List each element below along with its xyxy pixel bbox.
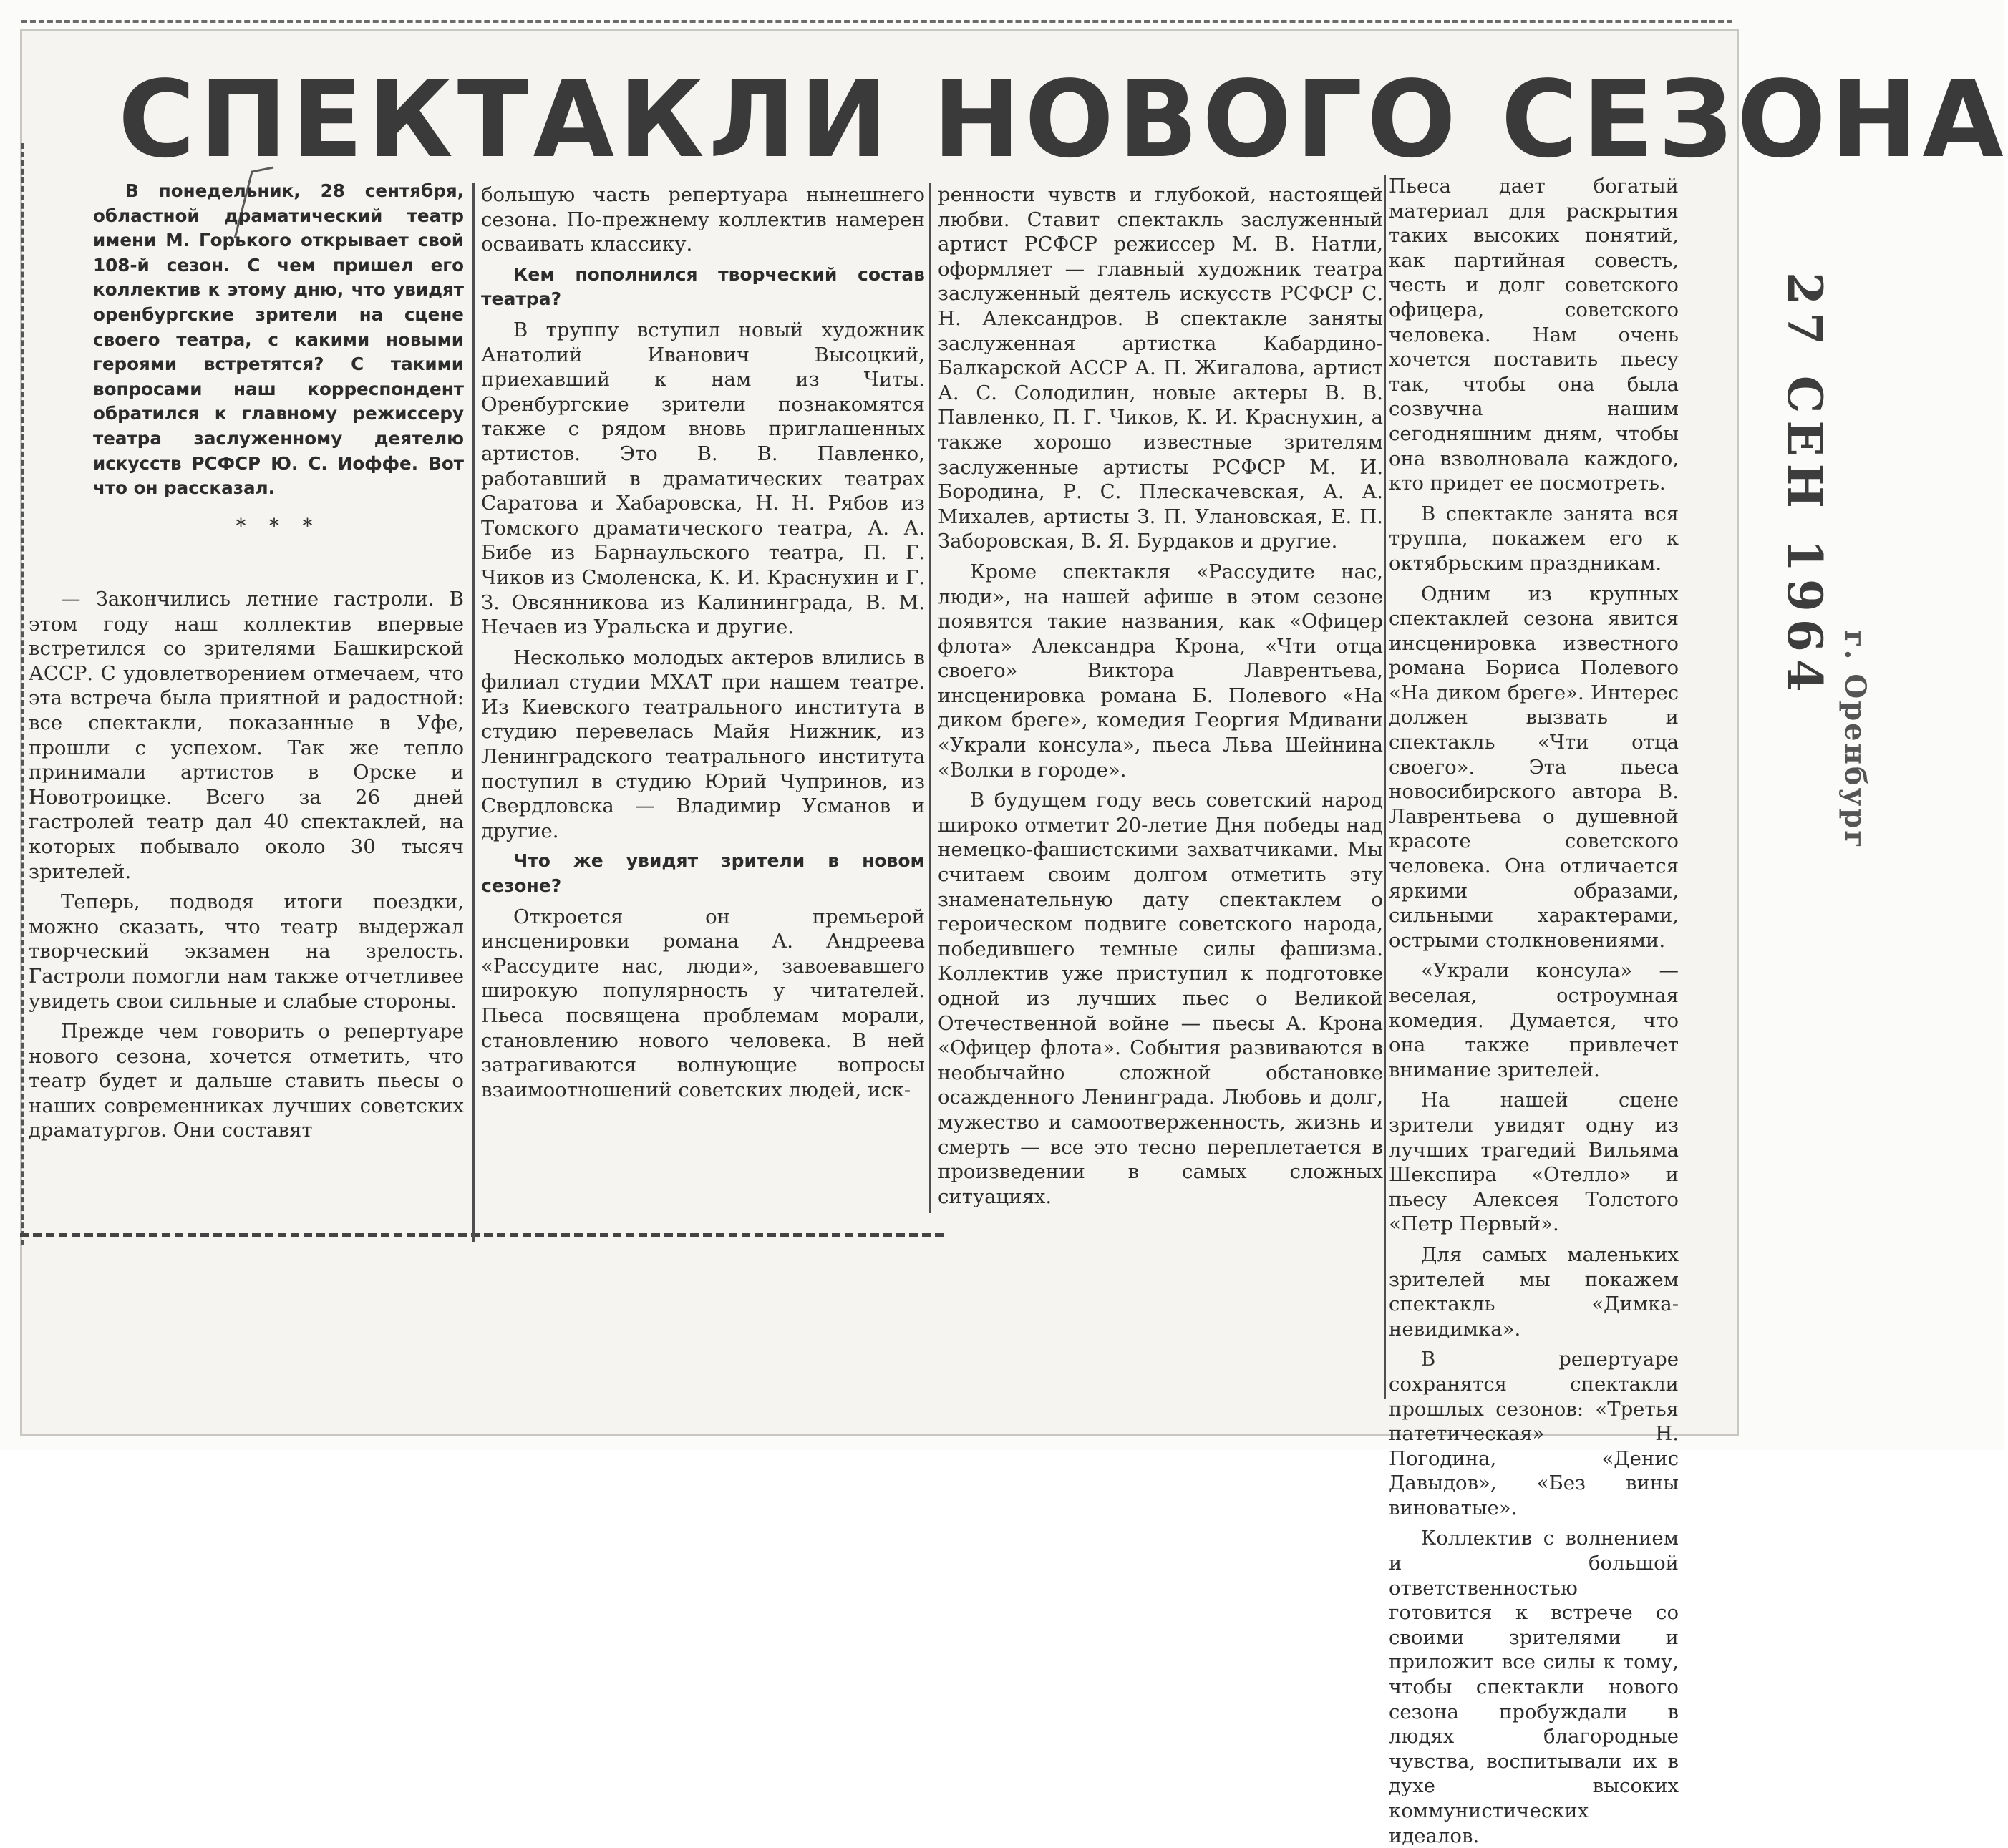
paragraph: В труппу вступил новый художник Анатолий Иванович Высоцкий, приехавший к нам из Читы. Оренбургские зрители познакомятся также с рядом вновь приглашенных артистов. Это В. В. Павленко, работавший в драматических театрах Саратова и Хабаровска, Н. Н. Рябов из Томского драматического театра, А. А. Бибе из Барнаульского театра, П. Г. Чиков из Смоленска, К. И. Краснухин и Г. З. Овсянникова из Калининграда, В. М. Нечаев из Уральска и другие. xyxy=(481,318,925,639)
section-separator: * * * xyxy=(236,514,321,538)
article-headline: СПЕКТАКЛИ НОВОГО СЕЗОНА xyxy=(118,58,2008,181)
paragraph: Откроется он премьерой инсценировки романа А. Андреева «Рассудите нас, люди», завоевавшего широкую популярность у читателей. Пьеса посвящена проблемам морали, становлению нового человека. В ней затрагиваются волнующие вопросы взаимоотношений советских людей, иск- xyxy=(481,905,925,1101)
column-3 xyxy=(938,183,1383,1209)
paragraph: Кроме спектакля «Рассудите нас, люди», на нашей афише в этом сезоне появятся такие названия, как «Офицер флота» Александра Крона, «Чти отца своего» Виктора Лаврентьева, инсценировка романа Б. Полевого «На диком бреге», комедия Георгия Мдивани «Украли консула», пьеса Льва Шейнина «Волки в городе». xyxy=(938,560,1383,782)
column-1-intro xyxy=(93,179,464,538)
paragraph: В спектакле занята вся труппа, покажем его к октябрьским праздникам. xyxy=(1389,502,1679,575)
paragraph: В будущем году весь советский народ широко отметит 20-летие Дня победы над немецко-фашистскими захватчиками. Мы считаем своим долгом отметить эту знаменательную дату спектаклем о героическом подвиге советского народа, победившего темные силы фашизма. Коллектив уже приступил к подготовке одной из лучших пьес о Великой Отечественной войне — пьесы А. Крона «Офицер флота». События развиваются в необычайно сложной обстановке осажденного Ленинграда. Любовь и долг, мужество и самоотверженность, жизнь и смерть — все это тесно переплетается в произведении в самых сложных ситуациях. xyxy=(938,789,1383,1208)
date-stamp: 27 СЕН 1964 xyxy=(1777,272,1833,699)
paragraph: Коллектив с волнением и большой ответственностью готовится к встрече со своими зрителями и приложит все силы к тому, чтобы спектакли нового сезона пробуждали в людях благородные чувства, воспитывали их в духе высоких коммунистических идеалов. xyxy=(1389,1527,1679,1847)
column-rule xyxy=(1384,175,1386,1399)
paragraph: Для самых маленьких зрителей мы покажем спектакль «Димка-невидимка». xyxy=(1389,1242,1679,1341)
paragraph: Пьеса дает богатый материал для раскрытия таких высоких понятий, как партийная совесть, честь и долг советского офицера, советского человека. Нам очень хочется поставить пьесу так, чтобы она была созвучна нашим сегодняшним дням, чтобы она взволновала каждого, кто придет ее посмотреть. xyxy=(1389,175,1679,495)
clipping-torn-edge-top xyxy=(21,20,1732,26)
column-1-body xyxy=(29,587,464,1143)
column-2 xyxy=(481,183,925,1102)
paragraph: Несколько молодых актеров влились в филиал студии МХАТ при нашем театре. Из Киевского театрального института в студию перевелась Майя Нижник, из Ленинградского театрального института поступил в студию Юрий Чупринов, из Свердловска — Владимир Усманов и другие. xyxy=(481,646,925,842)
clipping-torn-edge-left xyxy=(21,143,27,1245)
subheading: Что же увидят зрители в новом сезоне? xyxy=(481,850,925,897)
column-4 xyxy=(1389,174,1679,1848)
source-stamp: г. Оренбург xyxy=(1838,630,1872,850)
paragraph: Одним из крупных спектаклей сезона явится инсценировка известного романа Бориса Полевого «На диком бреге». Интерес должен вызвать и спектакль «Чти отца своего». Эта пьеса новосибирского автора В. Лаврентьева о душевной красоте советского человека. Она отличается яркими образами, сильными характерами, острыми столкновениями. xyxy=(1389,582,1679,952)
column-rule xyxy=(929,183,931,1213)
clipping-torn-edge-bottom xyxy=(20,1233,944,1240)
paragraph: На нашей сцене зрители увидят одну из лучших трагедий Вильяма Шекспира «Отелло» и пьесу Алексея Толстого «Петр Первый». xyxy=(1389,1089,1679,1236)
paragraph: «Украли консула» — веселая, остроумная комедия. Думается, что она также привлечет внимание зрителей. xyxy=(1389,959,1679,1081)
paragraph: большую часть репертуара нынешнего сезона. По-прежнему коллектив намерен осваивать классику. xyxy=(481,183,925,256)
paragraph: Теперь, подводя итоги поездки, можно сказать, что театр выдержал творческий экзамен на зрелость. Гастроли помогли нам также отчетливее увидеть свои сильные и слабые стороны. xyxy=(29,890,464,1013)
paragraph: — Закончились летние гастроли. В этом году наш коллектив впервые встретился со зрителями Башкирской АССР. С удовлетворением отмечаем, что эта встреча была приятной и радостной: все спектакли, показанные в Уфе, прошли с успехом. Так же тепло принимали артистов в Орске и Новотроицке. Всего за 26 дней гастролей театр дал 40 спектаклей, на которых побывало около 30 тысяч зрителей. xyxy=(29,588,464,883)
article-lead: В понедельник, 28 сентября, областной драматический театр имени М. Горького открывает свой 108-й сезон. С чем пришел его коллектив к этому дню, что увидят оренбургские зрители на сцене своего театра, с какими новыми героями встретятся? С такими вопросами наш корреспондент обратился к главному режиссеру театра заслуженному деятелю искусств РСФСР Ю. С. Иоффе. Вот что он рассказал. xyxy=(93,180,464,499)
paragraph: Прежде чем говорить о репертуаре нового сезона, хочется отметить, что театр будет и дальше ставить пьесы о наших современниках лучших советских драматургов. Они составят xyxy=(29,1020,464,1142)
paragraph: ренности чувств и глубокой, настоящей любви. Ставит спектакль заслуженный артист РСФСР режиссер М. В. Натли, оформляет — главный художник театра заслуженный деятель искусств РСФСР С. Н. Александров. В спектакле заняты заслуженная артистка Кабардино-Балкарской АССР А. П. Жигалова, артист А. С. Солодилин, новые актеры В. В. Павленко, П. Г. Чиков, К. И. Краснухин, а также хорошо известные зрителям заслуженные артисты РСФСР М. И. Бородина, Р. С. Плескачевская, А. А. Михалев, артисты З. П. Улановская, Е. П. Заборовская, В. Я. Бурдаков и другие. xyxy=(938,183,1383,553)
paragraph: В репертуаре сохранятся спектакли прошлых сезонов: «Третья патетическая» Н. Погодина, «Денис Давыдов», «Без вины виноватые». xyxy=(1389,1348,1679,1519)
subheading: Кем пополнился творческий состав театра? xyxy=(481,263,925,310)
column-rule xyxy=(472,183,475,1242)
